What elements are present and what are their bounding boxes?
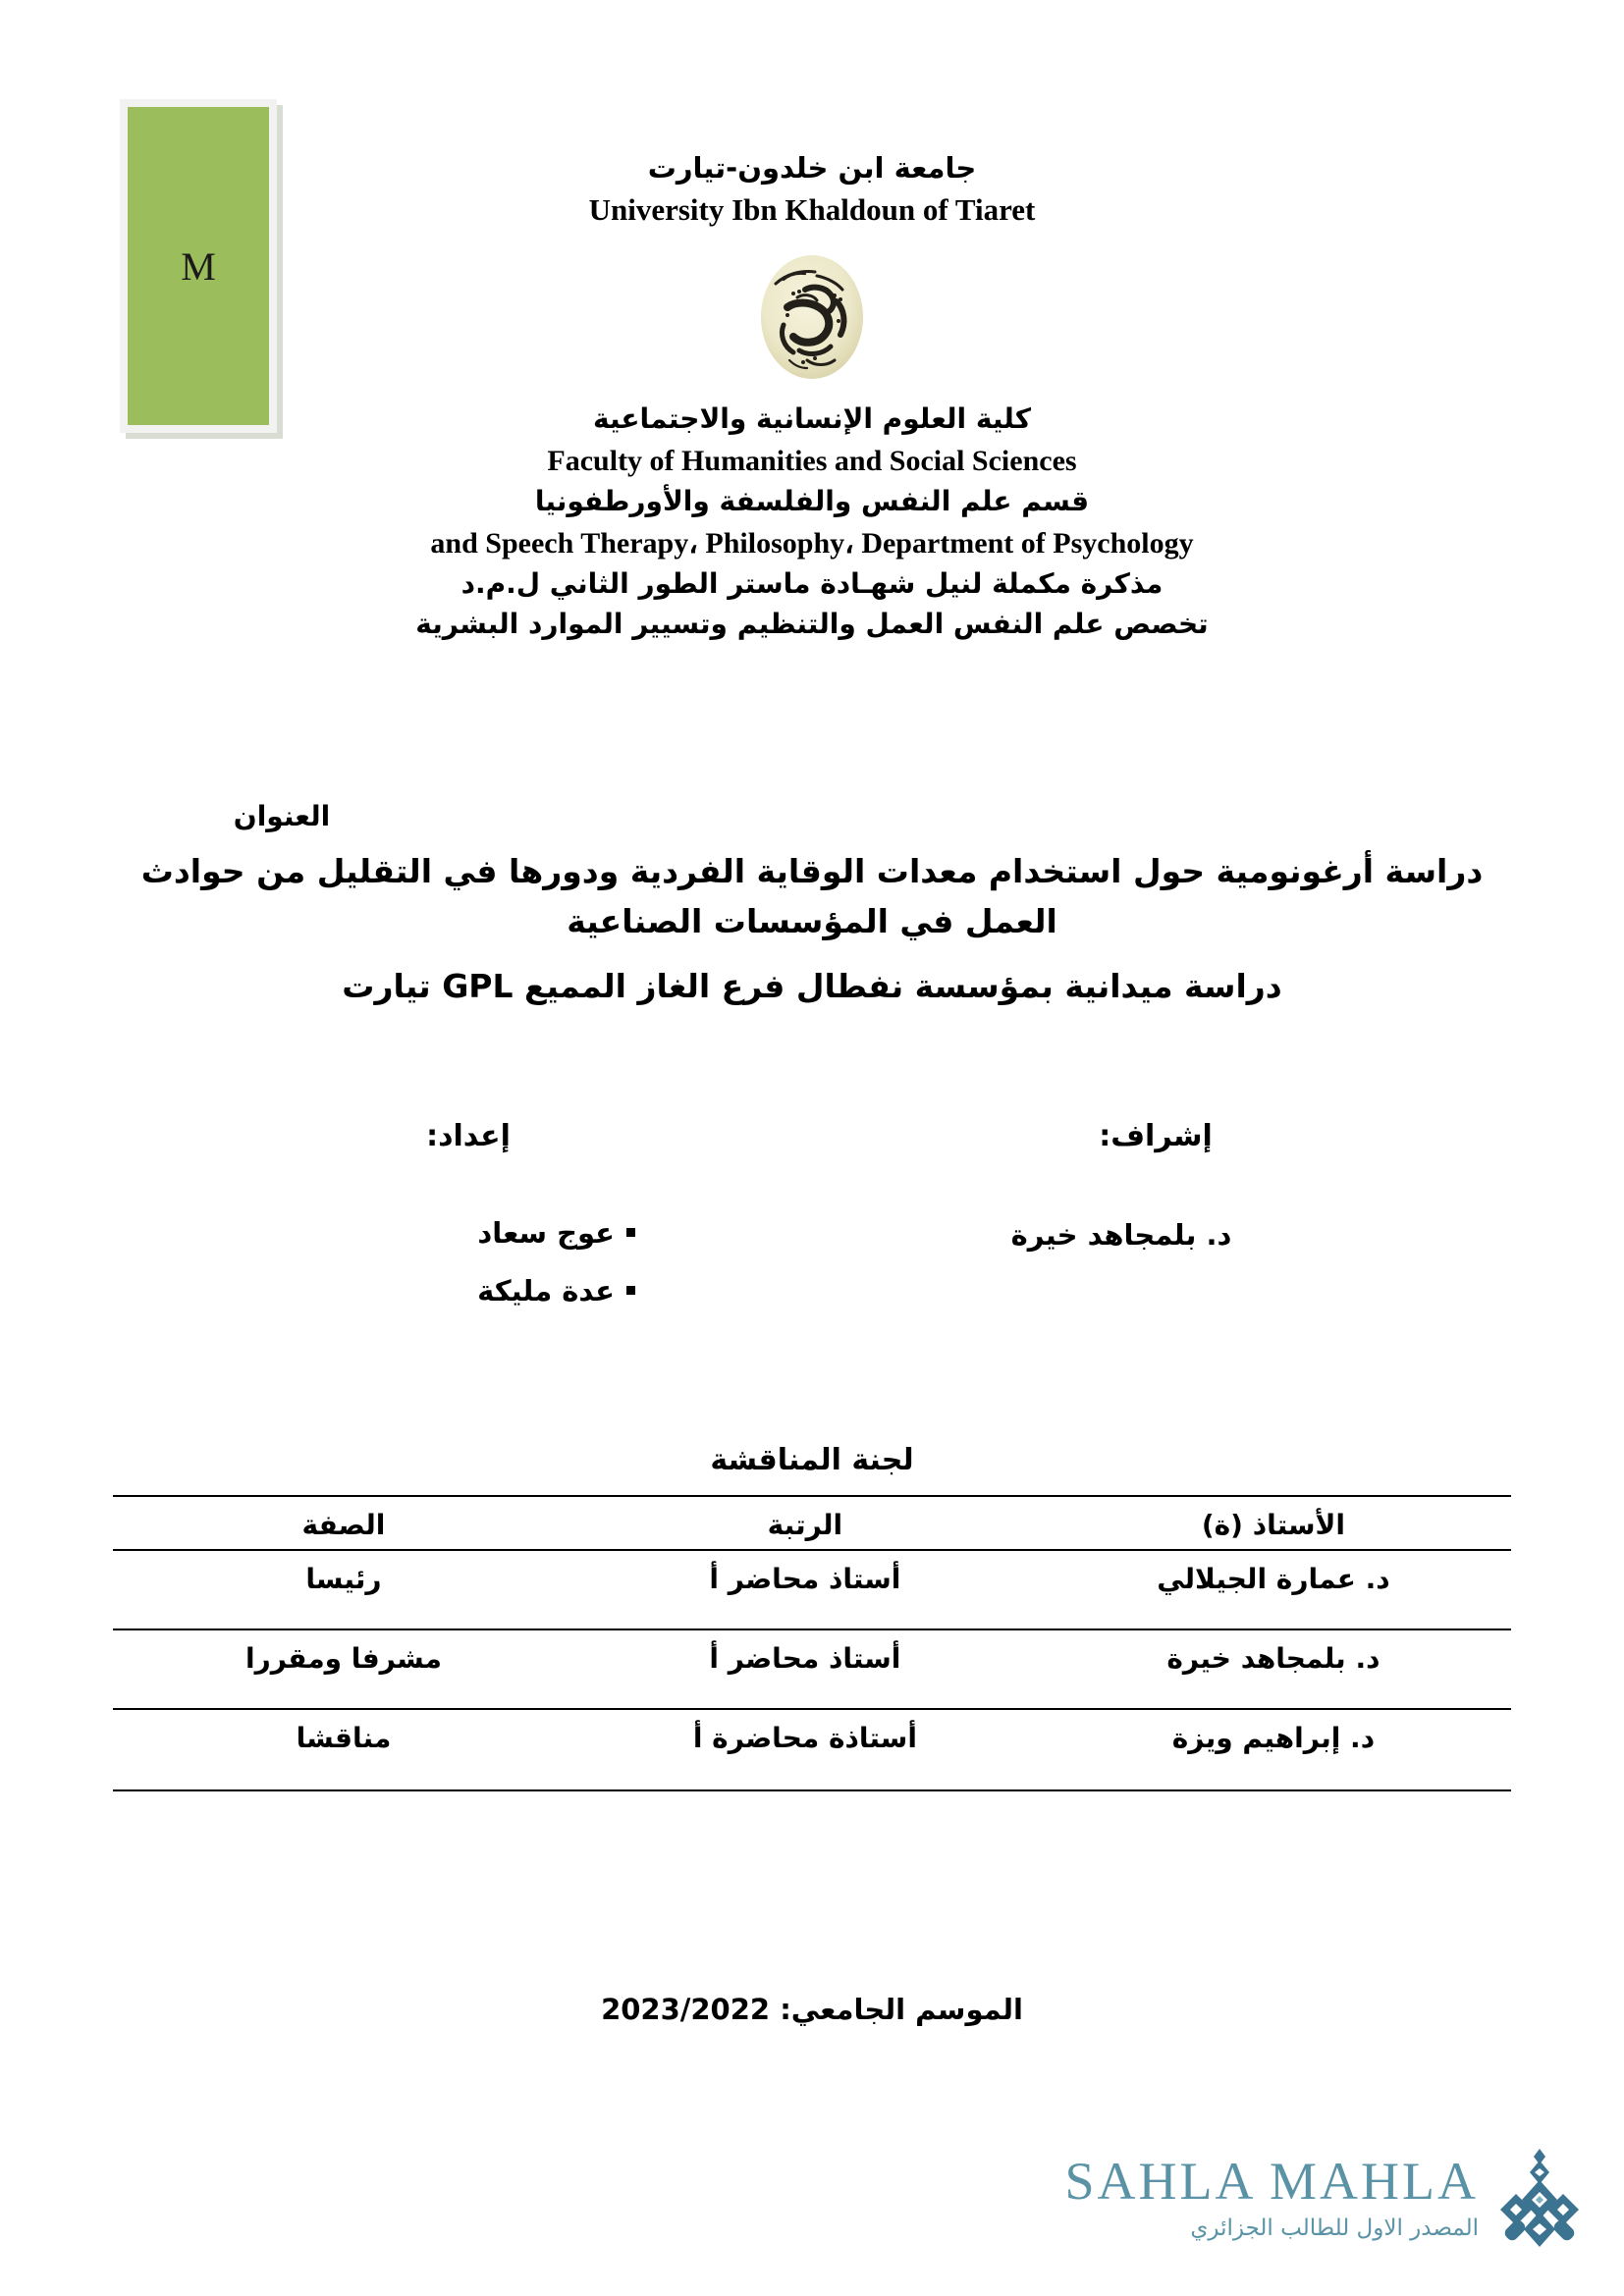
jury-member-rank: أستاذ محاضر أ [574,1629,1036,1709]
table-row [113,1550,1511,1629]
jury-member-name: د. بلمجاهد خيرة [1036,1629,1511,1709]
jury-member-name: د. إبراهيم ويزة [1036,1709,1511,1790]
square-bullet-icon [626,1286,635,1295]
list-item [341,1204,635,1262]
jury-title: لجنة المناقشة [710,1443,914,1477]
faculty-name-ar: كلية العلوم الإنسانية والاجتماعية [593,401,1031,435]
degree-statement-ar: مذكرة مكملة لنيل شهـادة ماستر الطور الثاني ل.م.د [460,567,1164,601]
author-name: عوج سعاد [477,1216,615,1250]
academic-year: الموسم الجامعي: 2023/2022 [601,1993,1023,2026]
title-section [0,800,1624,1011]
jury-member-role: مشرفا ومقررا [113,1629,574,1709]
green-block-letter: M [181,243,216,289]
supervisor-heading: إشراف: [1099,1119,1213,1153]
university-name-en: University Ibn Khaldoun of Tiaret [588,192,1036,228]
column-header-role: الصفة [113,1496,574,1550]
jury-member-name: د. عمارة الجيلالي [1036,1550,1511,1629]
table-row [113,1709,1511,1790]
sahla-mahla-logo-icon [1492,2147,1587,2249]
jury-member-rank: أستاذ محاضر أ [574,1550,1036,1629]
faculty-name-en: Faculty of Humanities and Social Sciences [547,444,1077,477]
column-header-rank: الرتبة [574,1496,1036,1550]
jury-member-role: مناقشا [113,1709,574,1790]
sahla-mahla-watermark [1064,2147,1587,2249]
specialty-statement-ar: تخصص علم النفس العمل والتنظيم وتسيير الموارد البشرية [415,607,1209,640]
authors-list [341,1204,635,1321]
table-header-row [113,1496,1511,1550]
watermark-brand: SAHLA MAHLA [1064,2152,1479,2211]
jury-member-role: رئيسا [113,1550,574,1629]
list-item [341,1262,635,1320]
university-seal-icon [754,250,870,384]
square-bullet-icon [626,1228,635,1237]
watermark-text [1064,2152,1479,2241]
column-header-name: الأستاذ (ة) [1036,1496,1511,1550]
table-row [113,1629,1511,1709]
department-name-en: and Speech Therapy، Philosophy، Department of Psychology [430,526,1194,560]
university-name-ar: جامعة ابن خلدون-تيارت [647,151,977,185]
jury-section [0,1443,1624,1791]
jury-member-rank: أستاذة محاضرة أ [574,1709,1036,1790]
supervisor-name: د. بلمجاهد خيرة [1010,1218,1232,1252]
authors-heading: إعداد: [426,1119,511,1153]
people-section [0,1119,1624,1321]
jury-table [113,1495,1511,1791]
author-name: عدة مليكة [477,1274,615,1308]
thesis-title: دراسة أرغونومية حول استخدام معدات الوقاية الفردية ودورها في التقليل من حوادث العمل في المؤسسات الصناعية [140,852,1484,941]
title-label: العنوان [233,800,331,832]
document-header [0,147,1624,644]
watermark-tagline: المصدر الاول للطالب الجزائري [1190,2216,1479,2241]
department-name-ar: قسم علم النفس والفلسفة والأورطفونيا [534,485,1090,518]
thesis-subtitle: دراسة ميدانية بمؤسسة نفطال فرع الغاز المميع GPL تيارت [342,967,1282,1006]
